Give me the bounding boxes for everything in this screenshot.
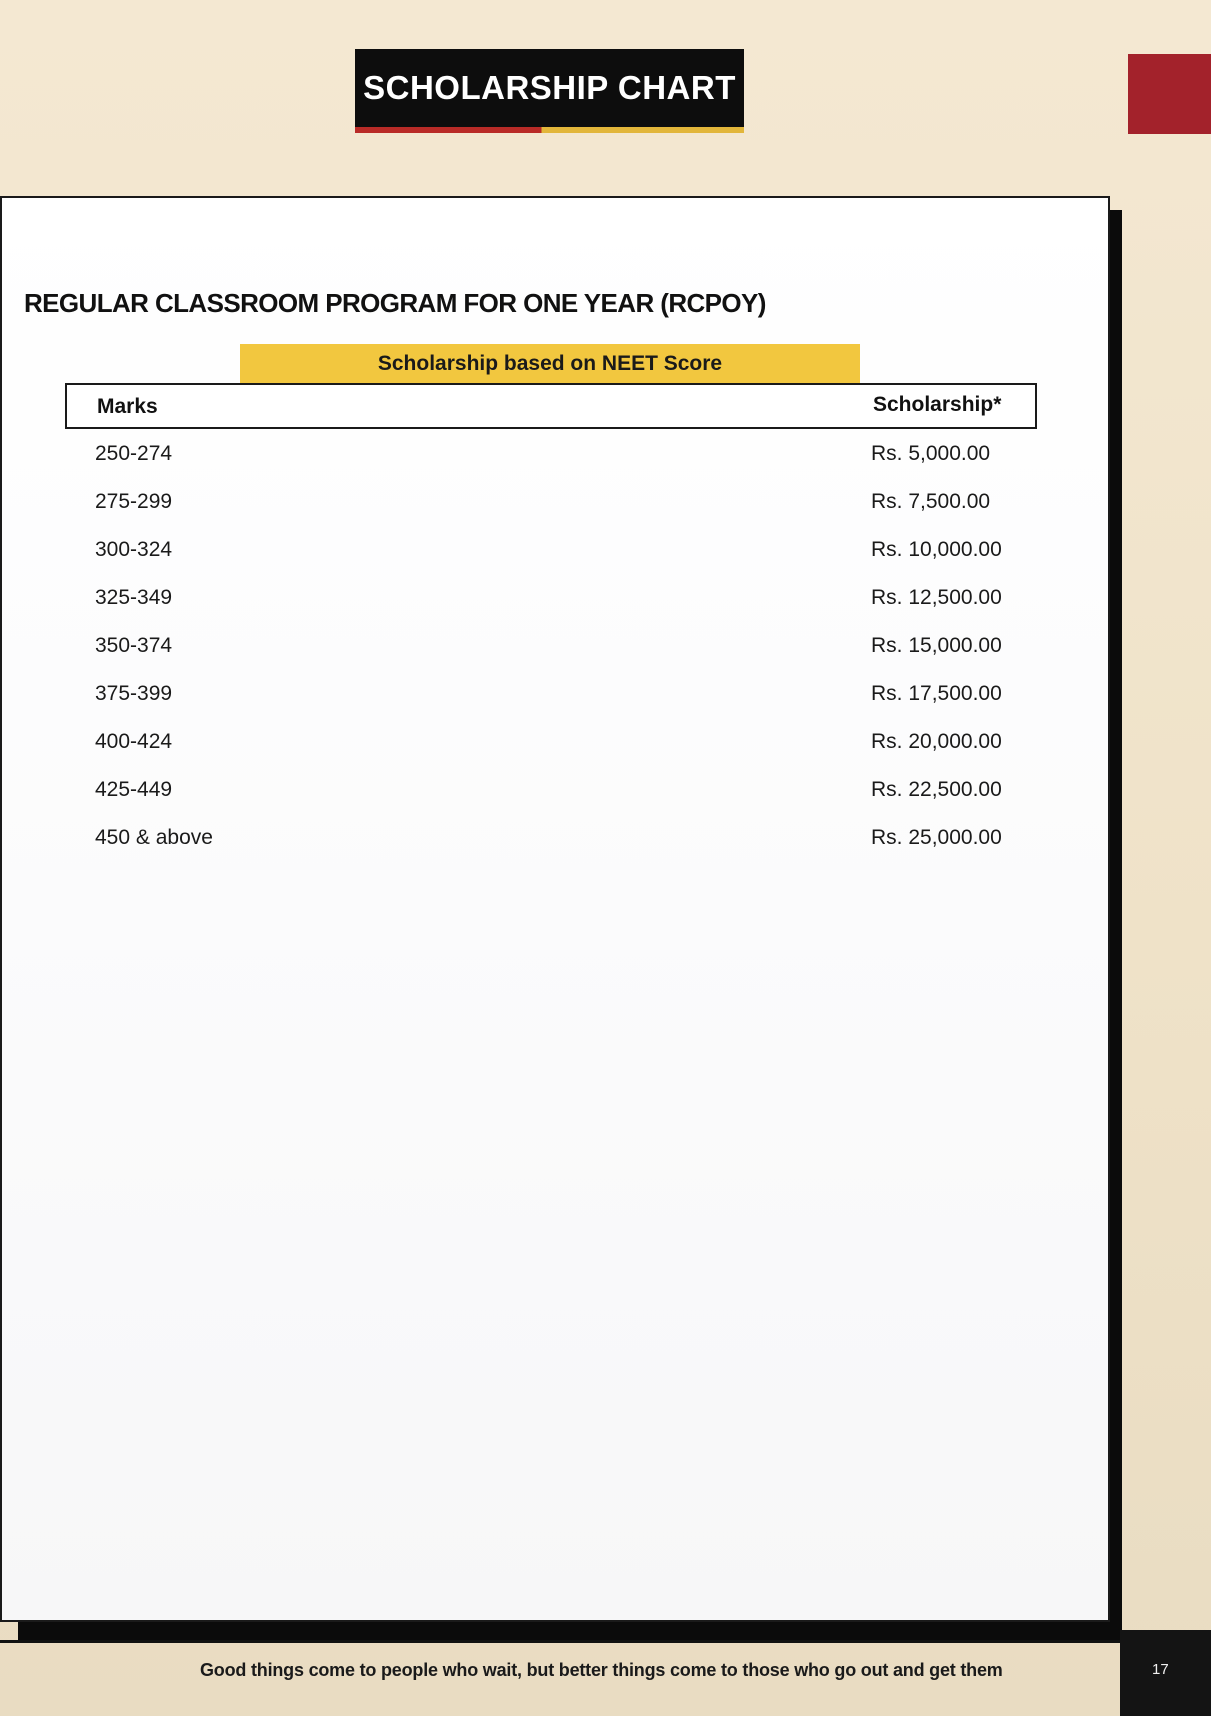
marks-cell: 450 & above — [95, 826, 213, 849]
column-header-scholarship: Scholarship* — [873, 393, 1002, 416]
amount-cell: Rs. 12,500.00 — [871, 586, 1002, 609]
marks-cell: 375-399 — [95, 682, 173, 705]
amount-cell: Rs. 20,000.00 — [871, 730, 1002, 753]
column-header-marks: Marks — [97, 395, 158, 418]
page-number: 17 — [1152, 1661, 1169, 1678]
red-corner-tab — [1128, 54, 1211, 134]
table-body — [65, 432, 1037, 864]
marks-cell: 250-274 — [95, 442, 173, 465]
table-row — [65, 672, 1037, 720]
marks-cell: 350-374 — [95, 634, 173, 657]
amount-cell: Rs. 25,000.00 — [871, 826, 1002, 849]
amount-cell: Rs. 15,000.00 — [871, 634, 1002, 657]
amount-cell: Rs. 7,500.00 — [871, 490, 991, 513]
marks-cell: 325-349 — [95, 586, 173, 609]
table-row — [65, 432, 1037, 480]
marks-cell: 275-299 — [95, 490, 173, 513]
marks-cell: 425-449 — [95, 778, 173, 801]
table-row — [65, 528, 1037, 576]
section-title: REGULAR CLASSROOM PROGRAM FOR ONE YEAR (RCPOY) — [24, 288, 766, 318]
table-row — [65, 720, 1037, 768]
amount-cell: Rs. 10,000.00 — [871, 538, 1002, 561]
marks-cell: 300-324 — [95, 538, 173, 561]
title-underline — [355, 127, 744, 133]
marks-cell: 400-424 — [95, 730, 173, 753]
table-banner: Scholarship based on NEET Score — [240, 344, 860, 384]
table-row — [65, 768, 1037, 816]
table-header — [65, 383, 1037, 429]
amount-cell: Rs. 22,500.00 — [871, 778, 1002, 801]
amount-cell: Rs. 17,500.00 — [871, 682, 1002, 705]
footer-divider — [0, 1640, 1150, 1643]
table-row — [65, 480, 1037, 528]
table-row — [65, 624, 1037, 672]
page-title: SCHOLARSHIP CHART — [355, 49, 744, 127]
amount-cell: Rs. 5,000.00 — [871, 442, 991, 465]
footer-tagline: Good things come to people who wait, but better things come to those who go out and get them — [200, 1660, 1003, 1680]
table-row — [65, 576, 1037, 624]
table-row — [65, 816, 1037, 864]
